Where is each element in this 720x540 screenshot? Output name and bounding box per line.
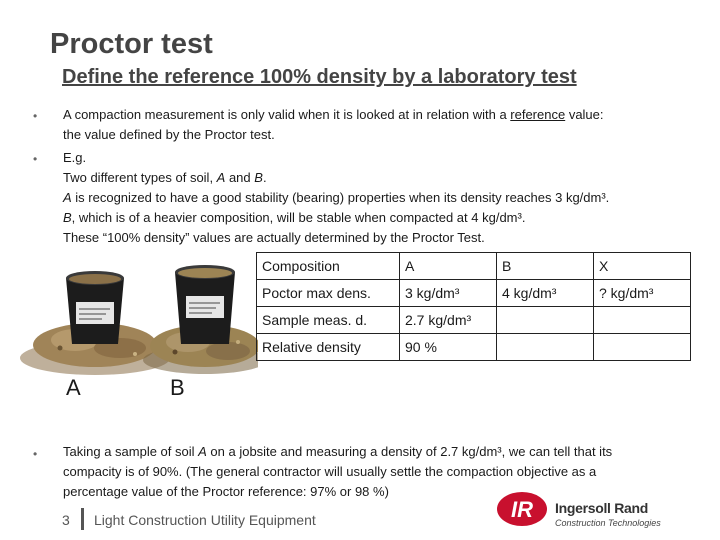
footer-divider: [81, 508, 84, 530]
slide-subtitle: Define the reference 100% density by a laboratory test: [62, 66, 577, 88]
bullet-paragraph-3: [63, 442, 688, 502]
table-cell: ? kg/dm³: [594, 280, 691, 307]
logo-tagline: Construction Technologies: [555, 518, 661, 528]
table-cell: B: [497, 253, 594, 280]
table-cell: [594, 334, 691, 361]
paragraph-line: compacity is of 90%. (The general contractor will usually settle the compaction objective as a: [63, 464, 597, 479]
table-row: [257, 307, 691, 334]
table-cell: 4 kg/dm³: [497, 280, 594, 307]
table-cell: [497, 334, 594, 361]
table-cell: Relative density: [257, 334, 400, 361]
logo-mark-text: IR: [511, 497, 533, 522]
page-number: 3: [62, 512, 70, 528]
table-cell: 2.7 kg/dm³: [400, 307, 497, 334]
reference-term: reference: [510, 107, 566, 122]
paragraph-line: the value defined by the Proctor test.: [63, 127, 275, 142]
table-cell: A: [400, 253, 497, 280]
paragraph-line: Two different types of soil, A and B.: [63, 170, 267, 185]
bullet-paragraph-1: [63, 105, 688, 145]
paragraph-line: B, which is of a heavier composition, will be stable when compacted at 4 kg/dm³.: [63, 210, 526, 225]
soil-label-a: A: [66, 375, 81, 400]
table-row: [257, 280, 691, 307]
footer-text: Light Construction Utility Equipment: [94, 512, 316, 528]
paragraph-line: A is recognized to have a good stability (bearing) properties when its density reaches 3 kg/dm³.: [63, 190, 610, 205]
ingersoll-rand-logo-icon: [495, 488, 551, 530]
logo-brand-name: Ingersoll Rand: [555, 500, 649, 516]
proctor-table: [256, 252, 691, 361]
table-row: [257, 253, 691, 280]
paragraph-line: Taking a sample of soil A on a jobsite and measuring a density of 2.7 kg/dm³, we can tell that its: [63, 444, 613, 459]
paragraph-line: E.g.: [63, 150, 87, 165]
soil-label-b: B: [170, 375, 185, 400]
bullet-marker: •: [33, 152, 38, 166]
paragraph-line: These “100% density” values are actually determined by the Proctor Test.: [63, 230, 485, 245]
slide-title: Proctor test: [50, 28, 213, 60]
paragraph-line: percentage value of the Proctor reference: 97% or 98 %): [63, 484, 389, 499]
bullet-paragraph-2: [63, 148, 688, 248]
table-row: [257, 334, 691, 361]
table-cell: Poctor max dens.: [257, 280, 400, 307]
bullet-marker: •: [33, 447, 38, 461]
table-cell: Sample meas. d.: [257, 307, 400, 334]
table-cell: X: [594, 253, 691, 280]
table-cell: 90 %: [400, 334, 497, 361]
bullet-marker: •: [33, 109, 38, 123]
table-cell: [594, 307, 691, 334]
table-cell: 3 kg/dm³: [400, 280, 497, 307]
soil-samples-photo: [0, 250, 258, 376]
table-cell: [497, 307, 594, 334]
paragraph-line: A compaction measurement is only valid when it is looked at in relation with a reference value:: [63, 107, 604, 122]
table-cell: Composition: [257, 253, 400, 280]
